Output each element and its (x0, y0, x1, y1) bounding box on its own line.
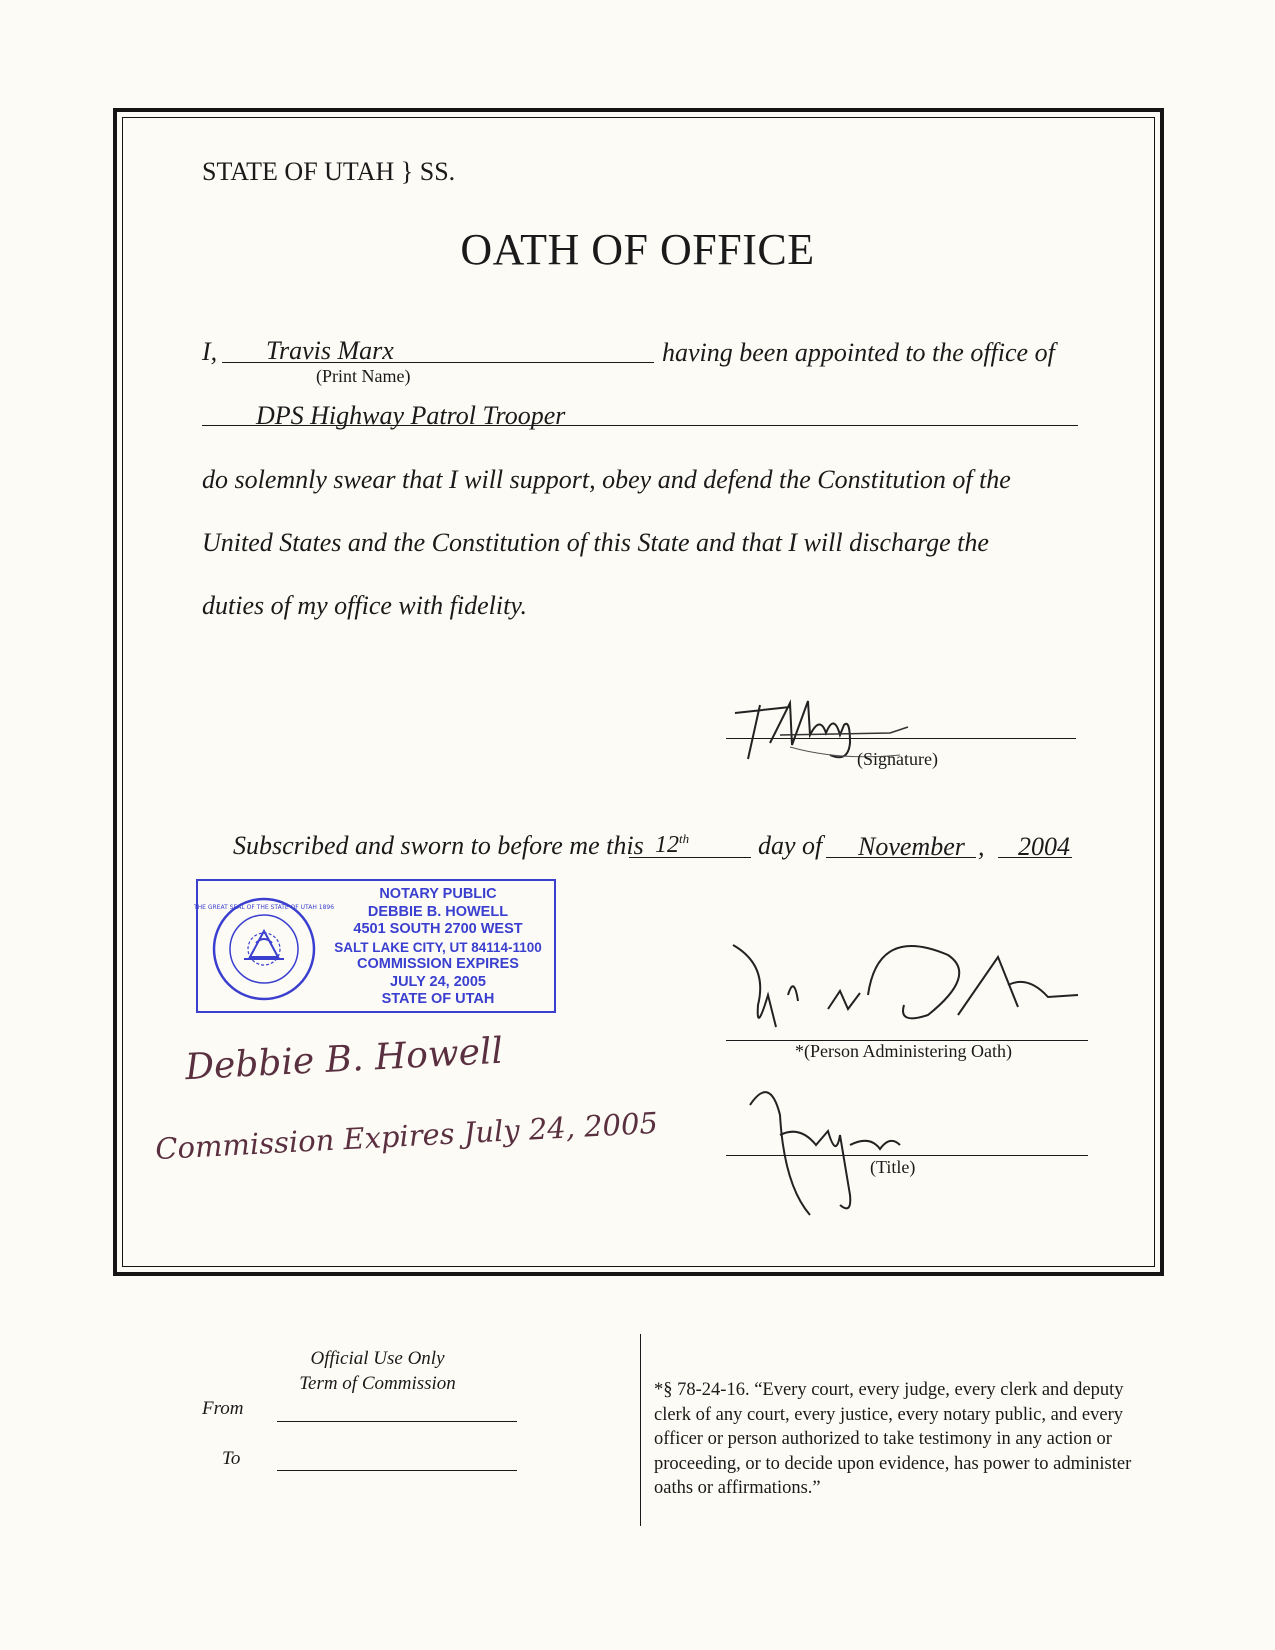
office-value: DPS Highway Patrol Trooper (256, 401, 566, 430)
stamp-line-commission: COMMISSION EXPIRES (357, 956, 519, 972)
to-field-line[interactable] (277, 1470, 517, 1471)
title-handwriting-image (740, 1075, 940, 1225)
oath-body-line-3: duties of my office with fidelity. (202, 591, 527, 620)
title-label: (Title) (870, 1157, 916, 1177)
day-of-label: day of (758, 831, 823, 860)
print-name-value: Travis Marx (266, 336, 394, 365)
statute-footnote: *§ 78-24-16. “Every court, every judge, every clerk and deputy clerk of any court, every justice, every notary public, and every officer or person authorized to take testimony in any action or proceeding, or to decide upon evidence, has power to administer oaths or affirmations.” (654, 1380, 1132, 1498)
stamp-line-street: 4501 SOUTH 2700 WEST (353, 921, 523, 937)
print-name-label: (Print Name) (316, 366, 411, 386)
appointed-text: having been appointed to the office of (662, 338, 1055, 367)
day-value: 12th (655, 831, 690, 858)
intro-prefix: I, (202, 337, 218, 366)
notary-stamp (193, 879, 556, 1013)
from-field-line[interactable] (277, 1421, 517, 1422)
stamp-line-state: STATE OF UTAH (381, 991, 495, 1007)
document-inner-border (122, 117, 1155, 1267)
signature-label: (Signature) (857, 749, 938, 769)
oath-body-line-1: do solemnly swear that I will support, obey and defend the Constitution of the (202, 465, 1011, 494)
day-underline (629, 857, 751, 858)
to-label: To (222, 1448, 241, 1469)
stamp-line-city: SALT LAKE CITY, UT 84114-1100 (334, 939, 542, 955)
notary-stamp-text (320, 886, 556, 1009)
handwritten-commission-note: Commission Expires July 24, 2005 (154, 1105, 659, 1167)
stamp-line-notary-name: DEBBIE B. HOWELL (367, 903, 509, 920)
day-ordinal-suffix: th (679, 831, 690, 846)
from-label: From (202, 1398, 244, 1419)
document-title: OATH OF OFFICE (460, 225, 815, 274)
administrator-signature-image (728, 935, 1108, 1045)
stamp-line-expiry-date: JULY 24, 2005 (390, 973, 486, 990)
date-comma: , (978, 832, 985, 861)
oath-body-line-2: United States and the Constitution of this State and that I will discharge the (202, 528, 989, 557)
stamp-line-notary-public: NOTARY PUBLIC (379, 886, 497, 902)
state-venue-line: STATE OF UTAH } SS. (202, 157, 456, 186)
year-value: 2004 (1018, 832, 1070, 861)
official-use-heading: Official Use Only (310, 1348, 445, 1369)
seal-text: THE GREAT SEAL OF THE STATE OF UTAH 1896 (193, 904, 335, 911)
administering-label: *(Person Administering Oath) (795, 1041, 1012, 1061)
title-line (726, 1155, 1088, 1156)
month-value: November (858, 832, 965, 861)
sworn-prefix: Subscribed and sworn to before me this (233, 831, 644, 860)
handwritten-notary-name: Debbie B. Howell (184, 1030, 504, 1089)
footer-divider (640, 1334, 641, 1526)
term-of-commission-heading: Term of Commission (299, 1373, 456, 1394)
state-seal-icon (193, 895, 335, 1003)
